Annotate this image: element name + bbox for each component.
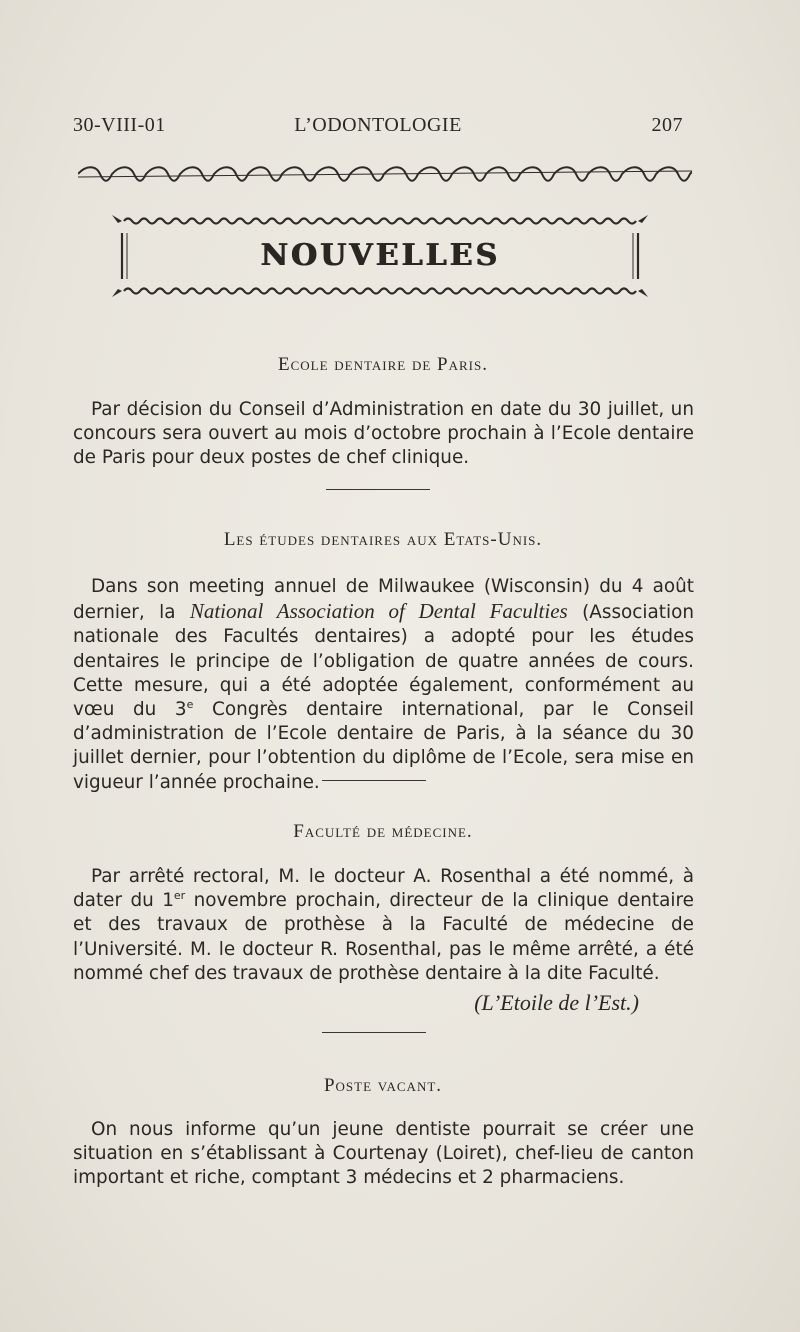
section-title-poste-vacant: Poste vacant. xyxy=(323,1075,443,1096)
separator-rule xyxy=(326,489,430,490)
issue-date: 30-VIII-01 xyxy=(73,114,166,136)
text-run: novembre prochain, directeur de la clinique dentaire et des travaux de prothèse à la Faculté de médecine de l’Université. M. le docteur R. Rosenthal, pas le même arrêté, a été nommé chef des travaux de prothèse dentaire à la dite Faculté. xyxy=(73,890,694,984)
text-run: (Association nationale des Facultés dentaires) a adopté pour les études dentaires le principe de l’obligation de quatre années de cours. Cette mesure, qui a été adoptée également, conformément au vœu du 3 xyxy=(73,602,694,721)
section-banner xyxy=(110,205,650,305)
paragraph-etudes-dentaires xyxy=(73,575,694,795)
superscript: e xyxy=(186,697,194,711)
banner-title: NOUVELLES xyxy=(260,238,500,273)
section-title-etudes-dentaires: Les études dentaires aux Etats-Unis. xyxy=(223,529,543,550)
text-run: Par arrêté rectoral, M. le docteur A. Rosenthal a été nommé, à dater du 1 xyxy=(73,866,694,912)
paragraph-poste-vacant: On nous informe qu’un jeune dentiste pourrait se créer une situation en s’établissant à Courtenay (Loiret), chef-lieu de canton important et riche, comptant 3 médecins et 2 pharmaciens. xyxy=(73,1119,694,1189)
paragraph-faculte-medecine xyxy=(73,865,694,986)
section-title-ecole-dentaire: Ecole dentaire de Paris. xyxy=(277,354,488,375)
separator-rule xyxy=(322,1032,426,1033)
page-number: 207 xyxy=(651,114,683,136)
superscript: er xyxy=(173,889,186,903)
separator-rule xyxy=(322,780,426,781)
text-run: Dans son meeting annuel de Milwaukee (Wisconsin) du 4 août dernier, la xyxy=(73,576,694,624)
paragraph-ecole-dentaire: Par décision du Conseil d’Administration en date du 30 juillet, un concours sera ouvert au mois d’octobre prochain à l’Ecole dentaire de Paris pour deux postes de chef clinique. xyxy=(73,399,694,469)
section-title-faculte-medecine: Faculté de médecine. xyxy=(293,821,473,842)
decorative-rule xyxy=(78,163,692,185)
source-attribution: (L’Etoile de l’Est.) xyxy=(474,990,639,1015)
text-run: Congrès dentaire international, par le Conseil d’administration de l’Ecole dentaire de Paris, à la séance du 30 juillet dernier, pour l’obtention du diplôme de l’Ecole, sera mise en vigueur l’année prochaine. xyxy=(73,699,694,793)
italic-text: National Association of Dental Faculties xyxy=(189,599,568,624)
journal-title: L’ODONTOLOGIE xyxy=(294,114,462,136)
running-head xyxy=(73,114,683,142)
